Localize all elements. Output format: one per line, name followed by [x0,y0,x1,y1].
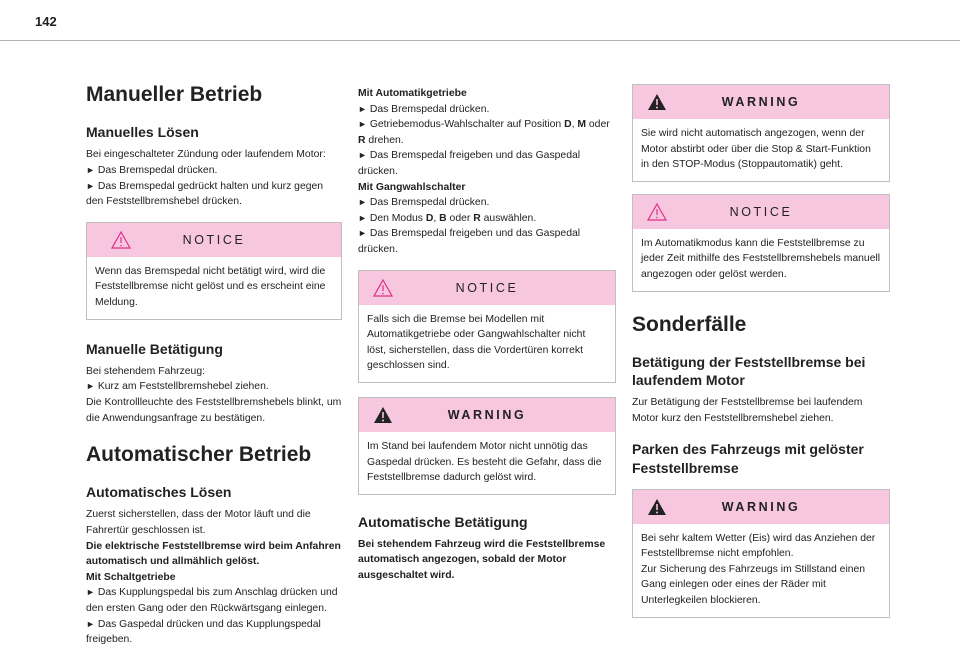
notice-box-1 [86,222,342,320]
warning-box-2 [632,84,890,182]
column-1 [86,82,342,648]
warning-title: WARNING [447,407,527,422]
heading-manual-apply: Manuelle Betätigung [86,340,223,357]
warning-triangle-icon [647,498,667,516]
warning-box-header [359,398,615,432]
arrow-right-icon: ► [86,164,95,175]
notice-box-header [359,271,615,305]
warning-title: WARNING [721,95,801,109]
ag-step-3: ► Das Bremspedal freigeben und das Gaspedal drücken. [358,150,581,177]
heading-parking: Parken des Fahrzeugs mit gelöster Feststellbremse [632,441,864,476]
auto-gearbox-label: Mit Automatikgetriebe [358,88,467,99]
mg-step-1: ► Das Kupplungspedal bis zum Anschlag drücken und den ersten Gang oder den Rückwärtsgang einlegen. [86,587,338,615]
heading-running-engine: Betätigung der Feststellbremse bei laufendem Motor [632,353,866,388]
warning-box-header [633,490,889,524]
arrow-right-icon: ► [358,228,367,239]
arrow-right-icon: ► [86,381,95,392]
gs-step-1: ► Das Bremspedal drücken. [358,197,490,209]
auto-bold-text: Die elektrische Feststellbremse wird beim Anfahren automatisch und allmählich gelöst. [86,540,341,568]
auto-apply-text: Bei stehendem Fahrzeug wird die Feststellbremse automatisch angezogen, sobald der Motor ausgeschaltet wird. [358,538,606,582]
warning-text [633,524,889,617]
heading-manual-release: Manuelles Lösen [86,124,199,141]
page-number: 142 [35,14,57,29]
heading-automatic-apply: Automatische Betätigung [358,513,528,530]
notice-box-3 [632,194,890,292]
notice-text: Falls sich die Bremse bei Modellen mit Automatikgetriebe oder Gangwahlschalter nicht löst, sicherstellen, dass die Vordertüren korrekt geschlossen sind. [367,313,586,372]
gear-selector-label: Mit Gangwahlschalter [358,181,466,193]
arrow-right-icon: ► [86,618,95,629]
arrow-right-icon: ► [358,150,367,161]
notice-title: NOTICE [182,232,246,247]
warning-triangle-icon [373,406,393,424]
ag-step-2: ► Getriebemodus-Wahlschalter auf Position D, M oder R drehen. [358,119,610,146]
warning-text: Im Stand bei laufendem Motor nicht unnötig das Gaspedal drücken. Es besteht die Gefahr, dass die Feststellbremse dadurch gelöst wird. [367,440,602,484]
heading-automatic-release: Automatisches Lösen [86,484,232,501]
arrow-right-icon: ► [86,587,95,598]
apply-text: Die Kontrollleuchte des Feststellbremshebels blinkt, um die Anwendungsanfrage zu bestätigen. [86,396,342,424]
warning-box-header [633,85,889,119]
notice-title: NOTICE [455,280,519,295]
warning-text-line-2: Zur Sicherung des Fahrzeugs im Stillstand einen Gang einlegen oder eines der Räder mit Unterlegkeilen blockieren. [641,563,866,607]
notice-box-2 [358,270,616,383]
auto-intro: Zuerst sicherstellen, dass der Motor läuft und die Fahrertür geschlossen ist. [86,509,311,537]
column-2 [358,86,616,584]
warning-triangle-icon [647,93,667,111]
warning-text: Sie wird nicht automatisch angezogen, wenn der Motor abstirbt oder über die Stop & Start-Funktion in den STOP-Modus (Stoppautomatik) geht. [641,128,871,171]
heading-special-cases: Sonderfälle [632,312,747,336]
arrow-right-icon: ► [358,103,367,114]
heading-automatic-operation: Automatischer Betrieb [86,443,312,467]
notice-triangle-icon [647,203,667,221]
arrow-right-icon: ► [86,180,95,191]
arrow-right-icon: ► [358,197,367,208]
heading-manual-operation: Manueller Betrieb [86,83,263,106]
gs-step-3: ► Das Bremspedal freigeben und das Gaspedal drücken. [358,228,581,255]
warning-title: WARNING [721,499,801,514]
column-3 [632,84,890,618]
notice-text: Im Automatikmodus kann die Feststellbremse zu jeder Zeit mithilfe des Feststellbremshebels manuell angezogen oder gelöst werden. [641,237,881,280]
notice-box-header [87,223,341,257]
warning-box-1 [358,397,616,495]
apply-intro: Bei stehendem Fahrzeug: [86,365,205,377]
manual-gearbox-label: Mit Schaltgetriebe [86,571,176,583]
notice-text: Wenn das Bremspedal nicht betätigt wird, wird die Feststellbremse nicht gelöst und es erscheint eine Meldung. [95,265,326,308]
notice-title: NOTICE [729,204,793,219]
release-step-2: ► Das Bremspedal gedrückt halten und kurz gegen den Feststellbremshebel drücken. [86,180,324,208]
arrow-right-icon: ► [358,212,367,223]
warning-text-line-1: Bei sehr kaltem Wetter (Eis) wird das Anziehen der Feststellbremse nicht empfohlen. [641,532,876,560]
notice-box-header [633,195,889,229]
apply-step-1: ► Kurz am Feststellbremshebel ziehen. [86,381,269,393]
notice-triangle-icon [111,231,131,249]
ag-step-1: ► Das Bremspedal drücken. [358,103,490,115]
top-rule [0,40,960,41]
notice-triangle-icon [373,279,393,297]
release-intro: Bei eingeschalteter Zündung oder laufendem Motor: [86,149,326,161]
arrow-right-icon: ► [358,119,367,130]
gs-step-2: ► Den Modus D, B oder R auswählen. [358,212,537,224]
running-text: Zur Betätigung der Feststellbremse bei laufendem Motor kurz den Feststellbremshebel ziehen. [632,397,863,424]
release-step-1: ► Das Bremspedal drücken. [86,164,218,176]
warning-box-3 [632,489,890,618]
mg-step-2: ► Das Gaspedal drücken und das Kupplungspedal freigeben. [86,618,321,646]
